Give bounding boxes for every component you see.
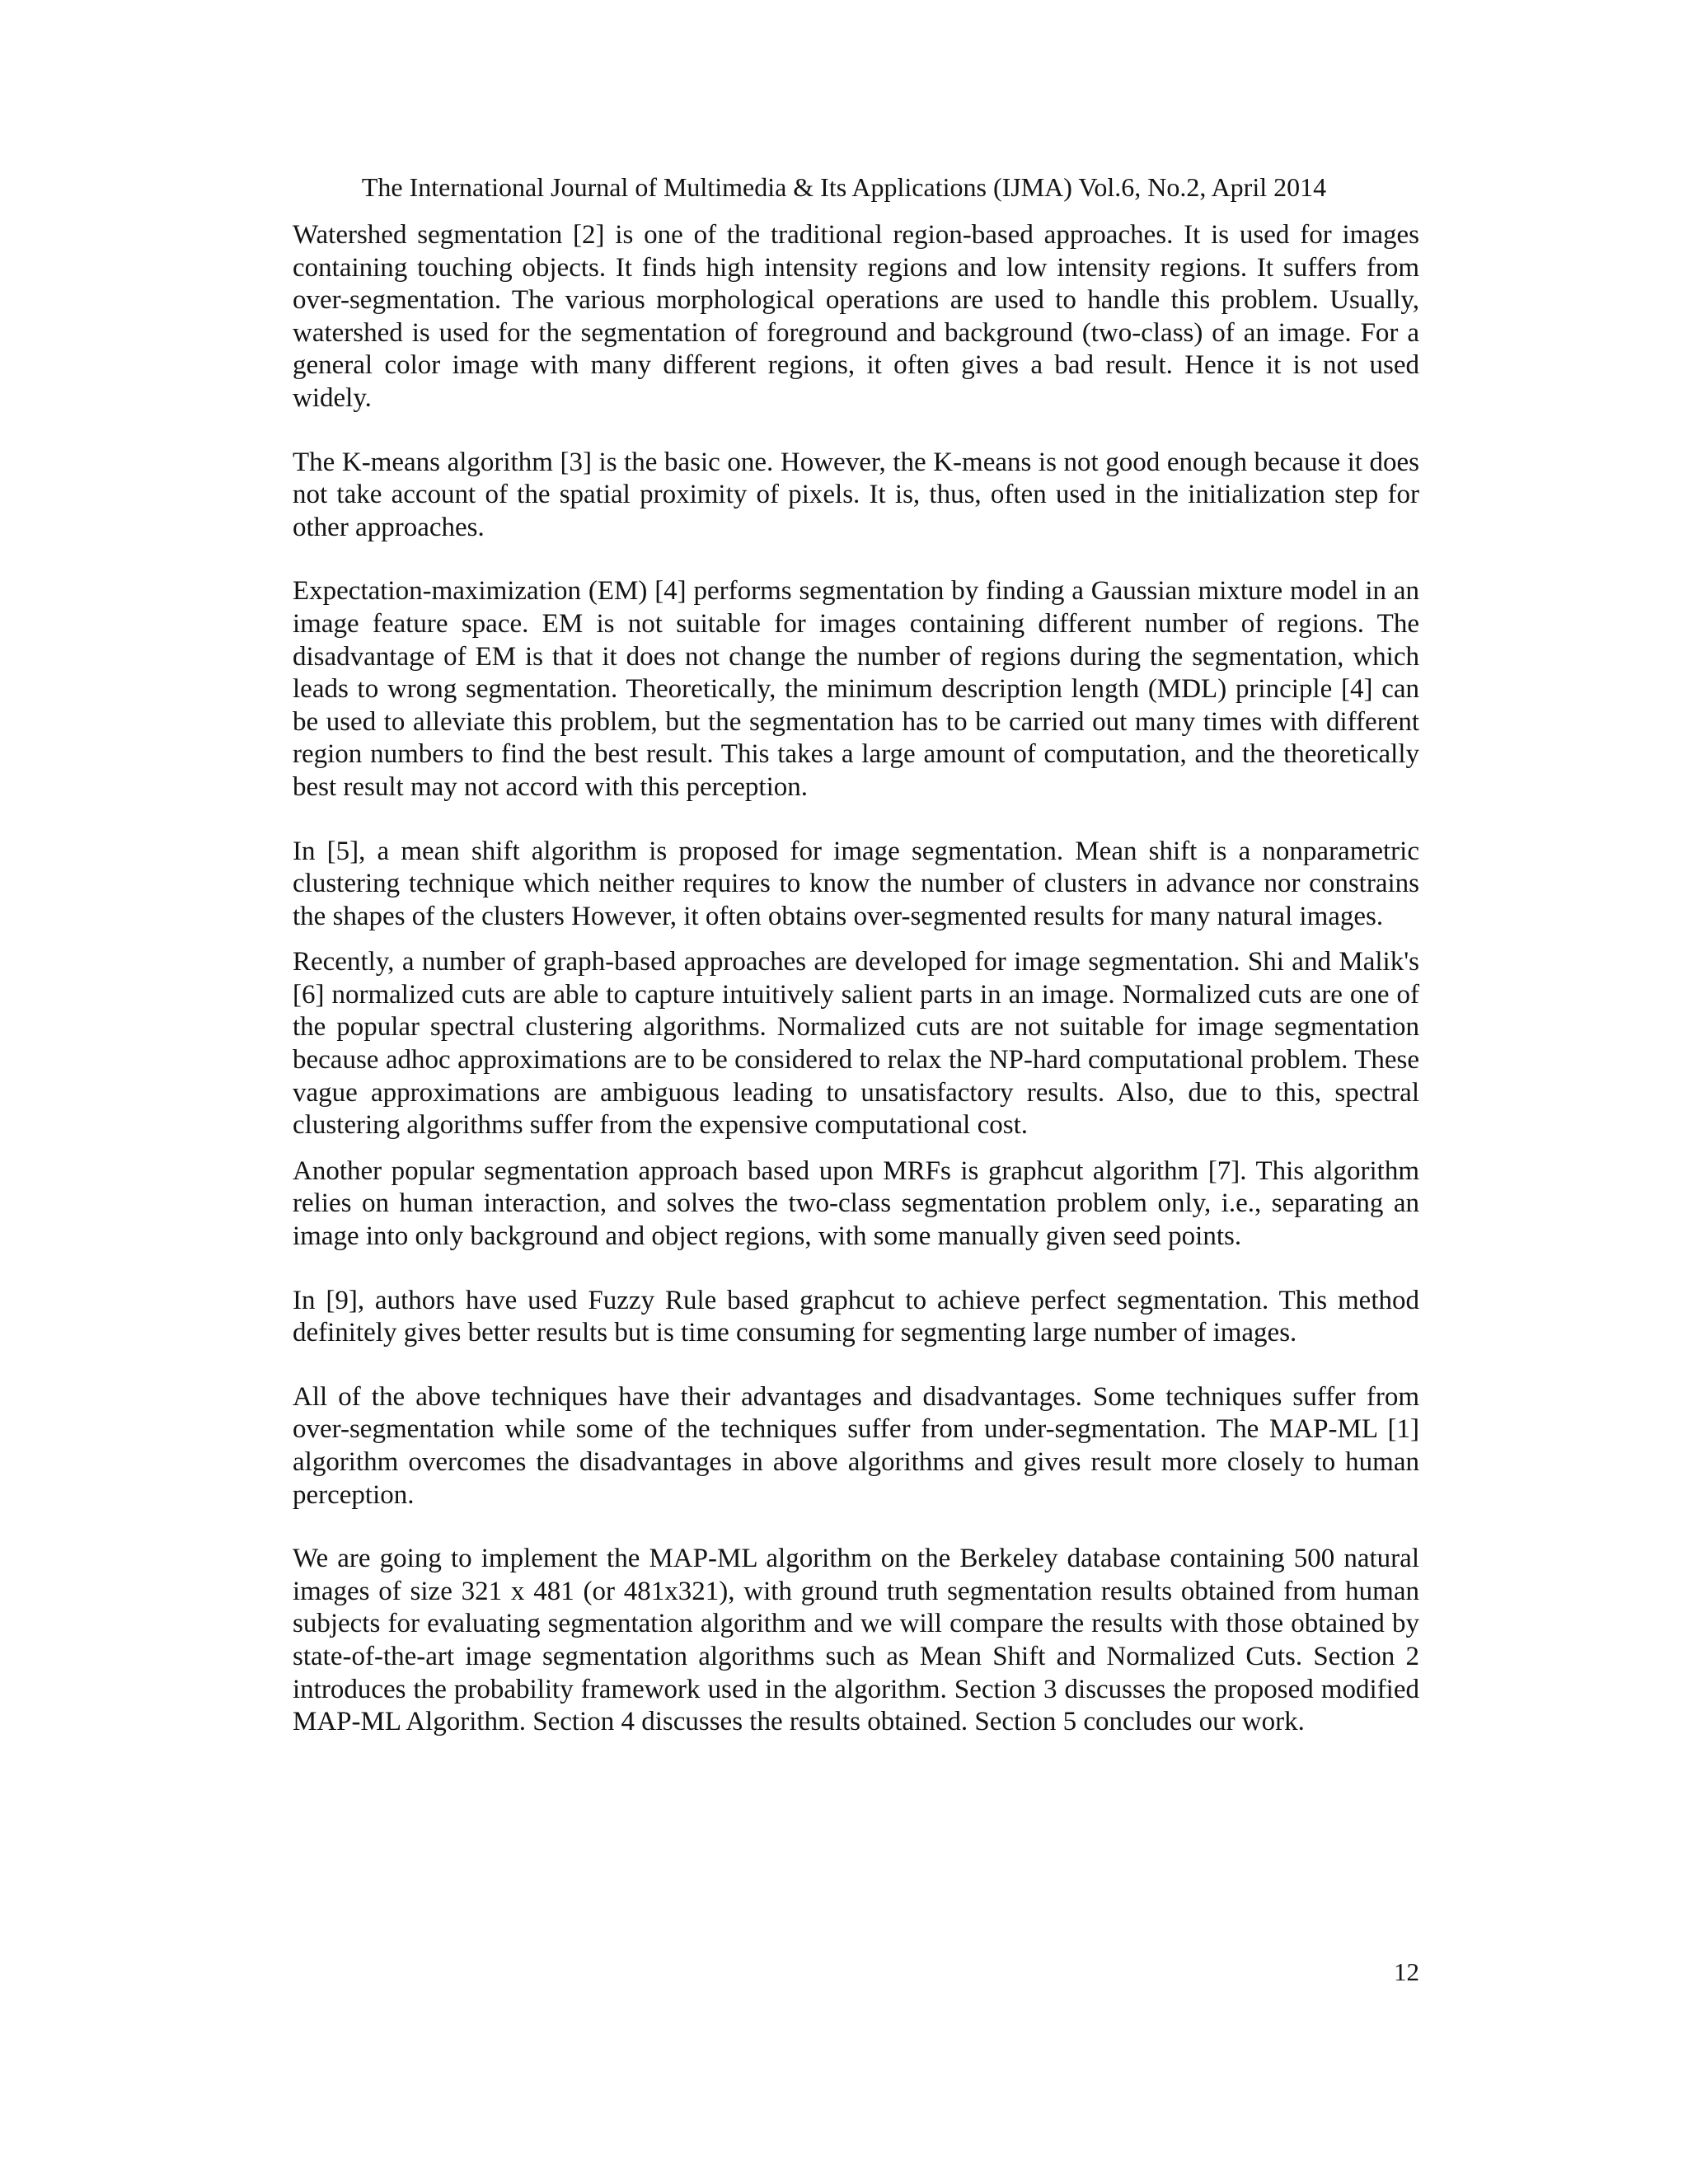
paragraph-graph-based: Recently, a number of graph-based approaches are developed for image segmentation. Shi and Malik's [6] normalized cuts are able to capture intuitively salient parts in an image. Normalized cuts are one of the popular spectral clustering algorithms. Normalized cuts are not suitable for image segmentation because adhoc approximations are to be considered to relax the NP-hard computational problem. These vague approximations are ambiguous leading to unsatisfactory results. Also, due to this, spectral clustering algorithms suffer from the expensive computational cost. (293, 947, 1419, 1141)
running-header: The International Journal of Multimedia & Its Applications (IJMA) Vol.6, No.2, April 2014 (361, 172, 1327, 202)
paragraph-mean-shift: In [5], a mean shift algorithm is proposed for image segmentation. Mean shift is a nonparametric clustering technique which neither requires to know the number of clusters in advance nor constrains the shapes of the clusters However, it often obtains over-segmented results for many natural images. (293, 836, 1419, 931)
paragraph-watershed: Watershed segmentation [2] is one of the traditional region-based approaches. It is used for images containing touching objects. It finds high intensity regions and low intensity regions. It suffers from over-segmentation. The various morphological operations are used to handle this problem. Usually, watershed is used for the segmentation of foreground and background (two-class) of an image. For a general color image with many different regions, it often gives a bad result. Hence it is not used widely. (293, 220, 1419, 413)
page-number: 12 (1394, 1957, 1419, 1986)
paragraph-fuzzy-graphcut: In [9], authors have used Fuzzy Rule based graphcut to achieve perfect segmentation. This method definitely gives better results but is time consuming for segmenting large number of images. (293, 1285, 1419, 1348)
paragraph-comparison: All of the above techniques have their advantages and disadvantages. Some techniques suffer from over-segmentation while some of the techniques suffer from under-segmentation. The MAP-ML [1] algorithm overcomes the disadvantages in above algorithms and gives result more closely to human perception. (293, 1381, 1419, 1510)
paragraph-em: Expectation-maximization (EM) [4] performs segmentation by finding a Gaussian mixture model in an image feature space. EM is not suitable for images containing different number of regions. The disadvantage of EM is that it does not change the number of regions during the segmentation, which leads to wrong segmentation. Theoretically, the minimum description length (MDL) principle [4] can be used to alleviate this problem, but the segmentation has to be carried out many times with different region numbers to find the best result. This takes a large amount of computation, and the theoretically best result may not accord with this perception. (293, 576, 1419, 802)
paragraph-graphcut: Another popular segmentation approach based upon MRFs is graphcut algorithm [7]. This algorithm relies on human interaction, and solves the two-class segmentation problem only, i.e., separating an image into only background and object regions, with some manually given seed points. (293, 1155, 1419, 1252)
paragraph-kmeans: The K-means algorithm [3] is the basic one. However, the K-means is not good enough because it does not take account of the spatial proximity of pixels. It is, thus, often used in the initialization step for other approaches. (293, 447, 1419, 542)
body-text (293, 219, 1419, 1739)
paragraph-proposal: We are going to implement the MAP-ML algorithm on the Berkeley database containing 500 natural images of size 321 x 481 (or 481x321), with ground truth segmentation results obtained from human subjects for evaluating segmentation algorithm and we will compare the results with those obtained by state-of-the-art image segmentation algorithms such as Mean Shift and Normalized Cuts. Section 2 introduces the probability framework used in the algorithm. Section 3 discusses the proposed modified MAP-ML Algorithm. Section 4 discusses the results obtained. Section 5 concludes our work. (293, 1544, 1419, 1737)
